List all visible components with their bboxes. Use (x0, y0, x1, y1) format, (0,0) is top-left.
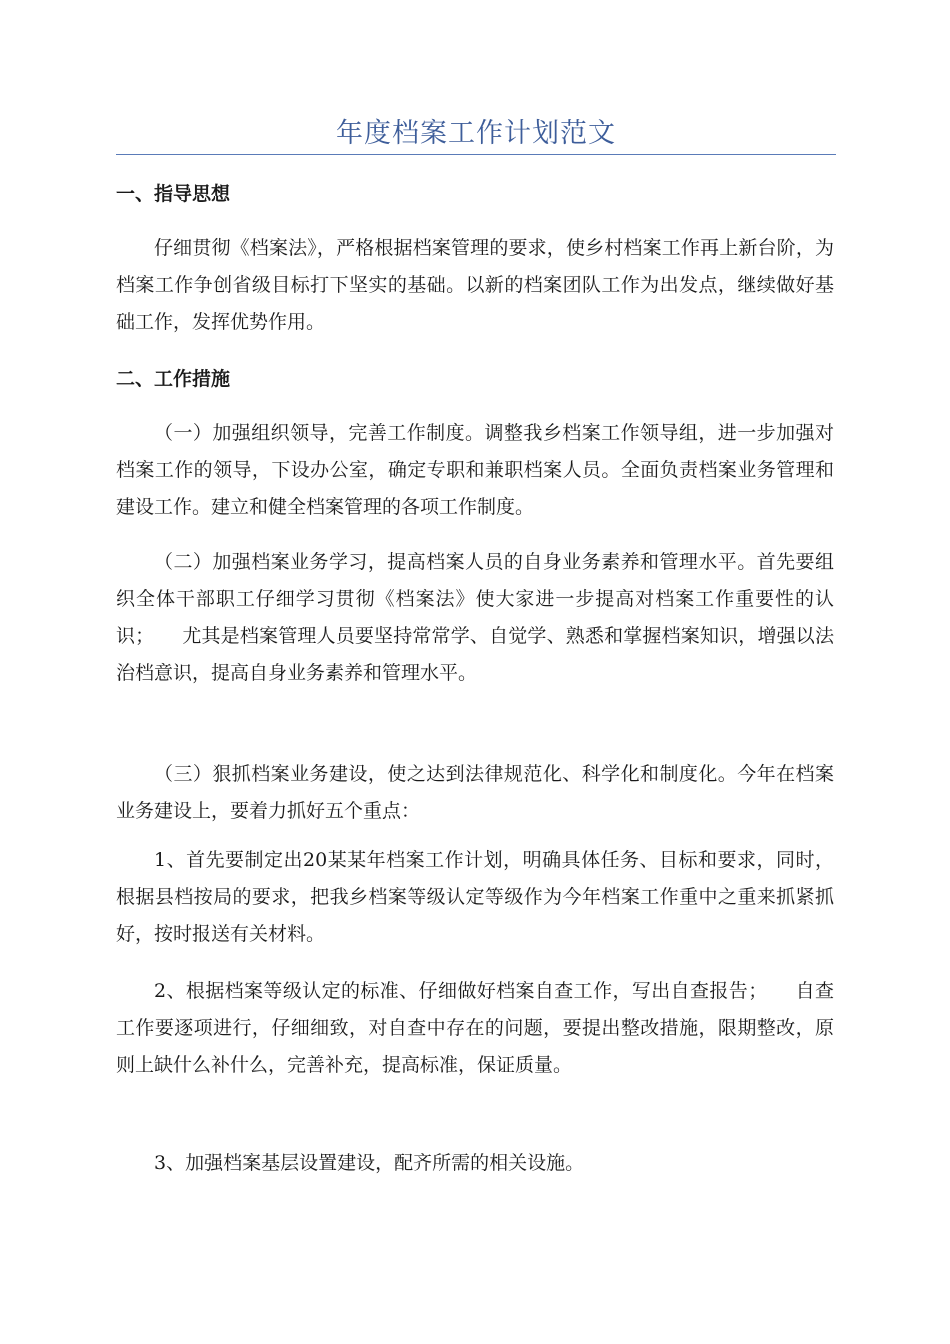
paragraph-measure-3: （三）狠抓档案业务建设，使之达到法律规范化、科学化和制度化。今年在档案业务建设上，要着力抓好五个重点： (116, 763, 834, 822)
paragraph-measure-1: （一）加强组织领导，完善工作制度。调整我乡档案工作领导组，进一步加强对档案工作的领导，下设办公室，确定专职和兼职档案人员。全面负责档案业务管理和建设工作。建立和健全档案管理的各项工作制度。 (116, 422, 834, 518)
section-heading-guiding-ideology: 一、指导思想 (116, 183, 231, 205)
paragraph-measure-2 (116, 544, 834, 692)
paragraph-point-2-part-a: 2、根据档案等级认定的标准、仔细做好档案自查工作，写出自查报告； (154, 980, 768, 1002)
title-underline (116, 154, 836, 155)
paragraph-measure-2-part-a: （二）加强档案业务学习，提高档案人员的自身业务素养和管理水平。首先要组织全体干部职工仔细学习贯彻《档案法》使大家进一步提高对档案工作重要性的认识； (116, 551, 834, 647)
paragraph-guiding-ideology: 仔细贯彻《档案法》，严格根据档案管理的要求，使乡村档案工作再上新台阶，为档案工作争创省级目标打下坚实的基础。以新的档案团队工作为出发点，继续做好基础工作，发挥优势作用。 (116, 237, 834, 333)
document-title: 年度档案工作计划范文 (336, 118, 616, 149)
paragraph-point-3: 3、加强档案基层设置建设，配齐所需的相关设施。 (154, 1152, 585, 1174)
paragraph-point-2-part-b: 自查工作要逐项进行，仔细细致，对自查中存在的问题，要提出整改措施，限期整改，原则上缺什么补什么，完善补充，提高标准，保证质量。 (116, 980, 834, 1076)
paragraph-point-2 (116, 973, 834, 1084)
section-heading-work-measures: 二、工作措施 (116, 368, 231, 390)
paragraph-point-1: 1、首先要制定出20某某年档案工作计划，明确具体任务、目标和要求，同时，根据县档按局的要求，把我乡档案等级认定等级作为今年档案工作重中之重来抓紧抓好，按时报送有关材料。 (116, 849, 834, 945)
paragraph-measure-2-part-b: 尤其是档案管理人员要坚持常常学、自觉学、熟悉和掌握档案知识，增强以法治档意识，提高自身业务素养和管理水平。 (116, 625, 834, 684)
